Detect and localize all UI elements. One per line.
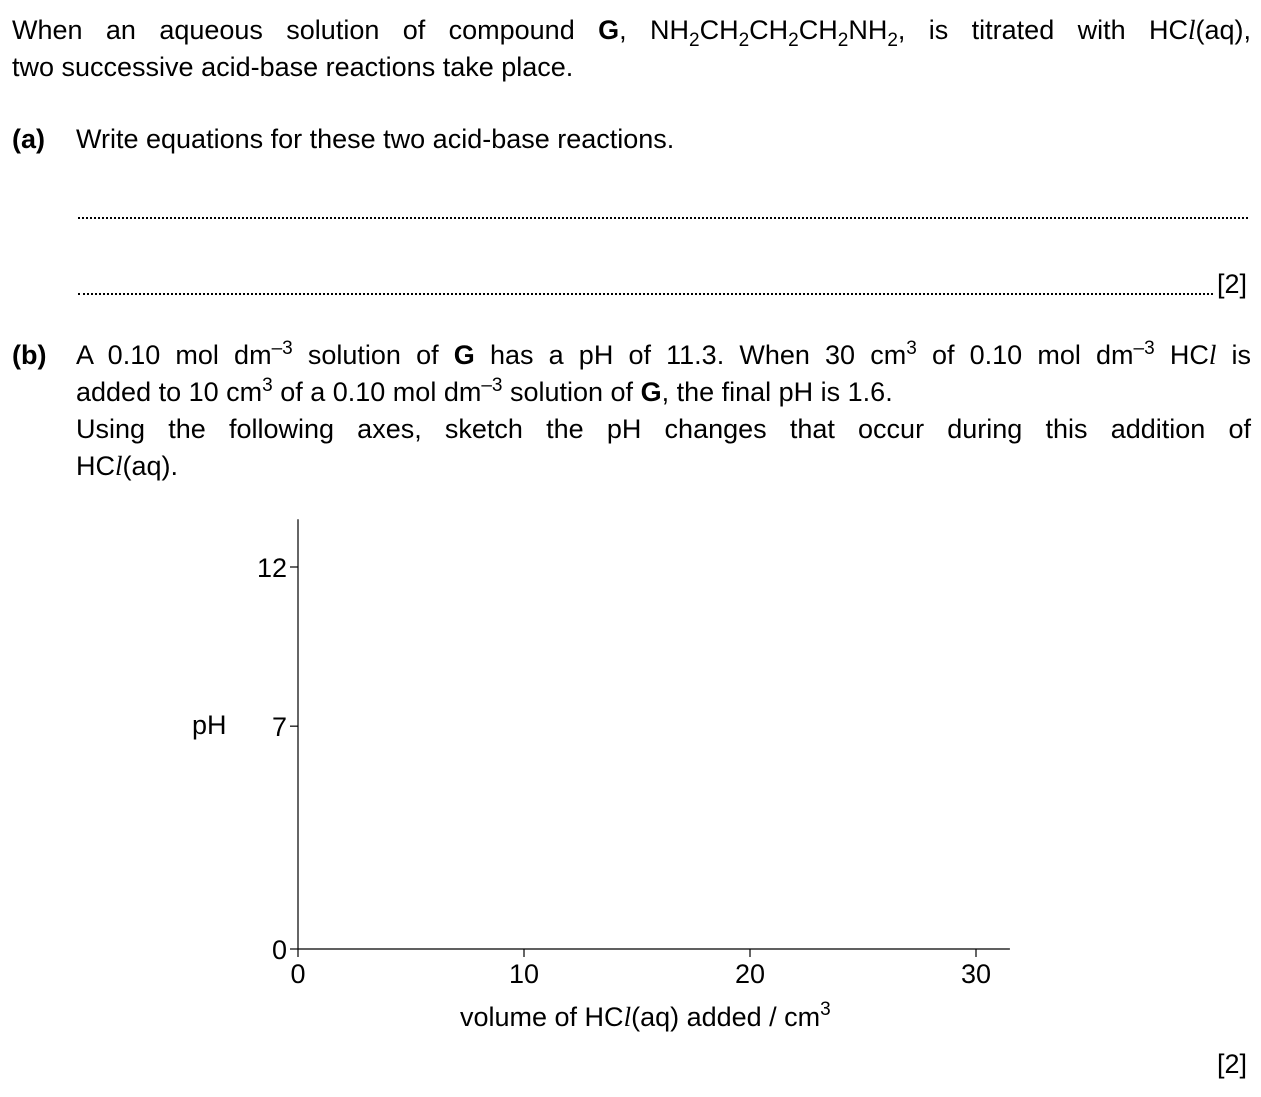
x-axis-label: volume of HCl(aq) added / $cm^3$ bbox=[460, 999, 831, 1032]
part-a-question: Write equations for these two acid-base reactions. bbox=[76, 124, 675, 154]
part-b-line-2: added to 10 $cm^3$ of a 0.10 mol $dm^{-3}$ solution of G, the final pH is 1.6. bbox=[76, 375, 893, 407]
part-a-marks: [2] bbox=[1217, 269, 1248, 299]
intro-line-1: When an aqueous solution of compound G, $NH_2CH_2CH_2CH_2NH_2$, is titrated with HCl(aq), bbox=[12, 15, 1252, 51]
y-tick-label-12: 12 bbox=[256, 553, 287, 583]
part-b-marks: [2] bbox=[1217, 1049, 1248, 1079]
part-b-line-1: A 0.10 mol $dm^{-3}$ solution of G has a pH of 11.3. When 30 $cm^3$ of 0.10 mol $dm^{-3}$ HCl is bbox=[76, 338, 1251, 370]
x-tick-label-30: 30 bbox=[960, 959, 992, 989]
part-a-label: (a) bbox=[12, 124, 45, 154]
part-b-label: (b) bbox=[12, 340, 47, 370]
y-axis-label: pH bbox=[192, 710, 227, 740]
part-b-line-4: HCl(aq). bbox=[76, 451, 179, 481]
x-tick-label-20: 20 bbox=[734, 959, 766, 989]
ticks bbox=[257, 553, 991, 989]
part-b-line-3: Using the following axes, sketch the pH changes that occur during this addition of bbox=[76, 414, 1251, 444]
compound-g: G bbox=[598, 15, 620, 45]
axes bbox=[298, 519, 1010, 949]
intro-line-2: two successive acid-base reactions take place. bbox=[12, 52, 574, 82]
y-tick-label-0: 0 bbox=[271, 935, 287, 965]
x-tick-label-0: 0 bbox=[290, 959, 306, 989]
x-tick-label-10: 10 bbox=[508, 959, 540, 989]
y-tick-label-7: 7 bbox=[271, 712, 287, 743]
